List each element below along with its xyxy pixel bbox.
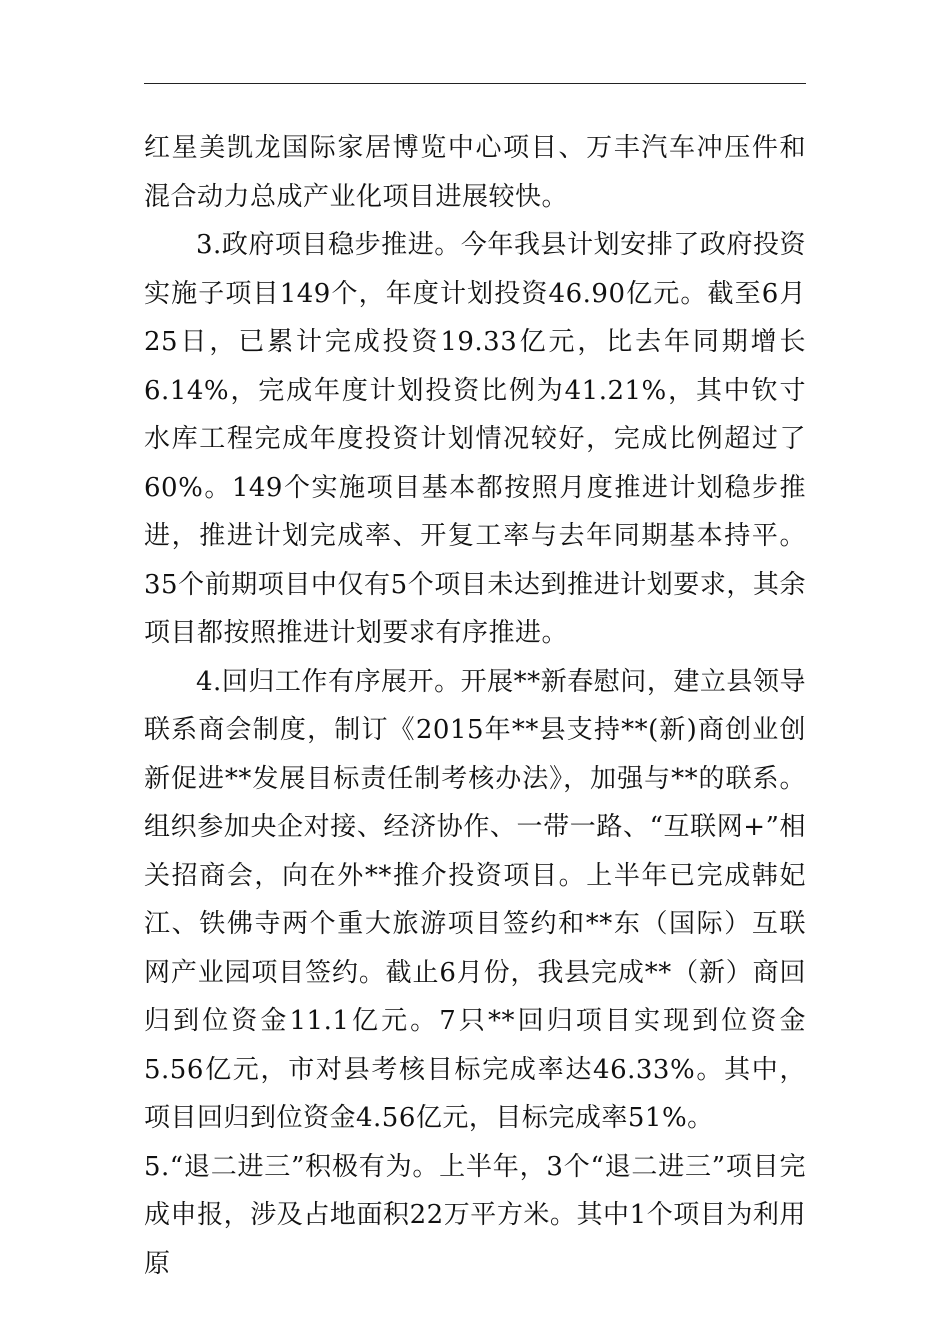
header-rule — [144, 83, 806, 84]
paragraph-continuation: 红星美凯龙国际家居博览中心项目、万丰汽车冲压件和混合动力总成产业化项目进展较快。 — [144, 133, 806, 212]
paragraph-government-projects: 3.政府项目稳步推进。今年我县计划安排了政府投资实施子项目149个，年度计划投资46.90亿元。截至6月25日，已累计完成投资19.33亿元，比去年同期增长6.14%，完成年度计划投资比例为41.21%，其中钦寸水库工程完成年度投资计划情况较好，完成比例超过了60%。149个实施项目基本都按照月度推进计划稳步推进，推进计划完成率、开复工率与去年同期基本持平。35个前期项目中仅有5个项目未达到推进计划要求，其余项目都按照推进计划要求有序推进。 — [144, 230, 806, 648]
document-body — [144, 124, 806, 1288]
paragraph-return-work: 4.回归工作有序展开。开展**新春慰问，建立县领导联系商会制度，制订《2015年**县支持**(新)商创业创新促进**发展目标责任制考核办法》，加强与**的联系。组织参加央企对接、经济协作、一带一路、“互联网+”相关招商会，向在外**推介投资项目。上半年已完成韩妃江、铁佛寺两个重大旅游项目签约和**东（国际）互联网产业园项目签约。截止6月份，我县完成**（新）商回归到位资金11.1亿元。7只**回归项目实现到位资金5.56亿元，市对县考核目标完成率达46.33%。其中，项目回归到位资金4.56亿元，目标完成率51%。 — [144, 666, 806, 1133]
paragraph-retreat-two-advance-three: 5.“退二进三”积极有为。上半年，3个“退二进三”项目完成申报，涉及占地面积22万平方米。其中1个项目为利用原 — [144, 1151, 806, 1279]
